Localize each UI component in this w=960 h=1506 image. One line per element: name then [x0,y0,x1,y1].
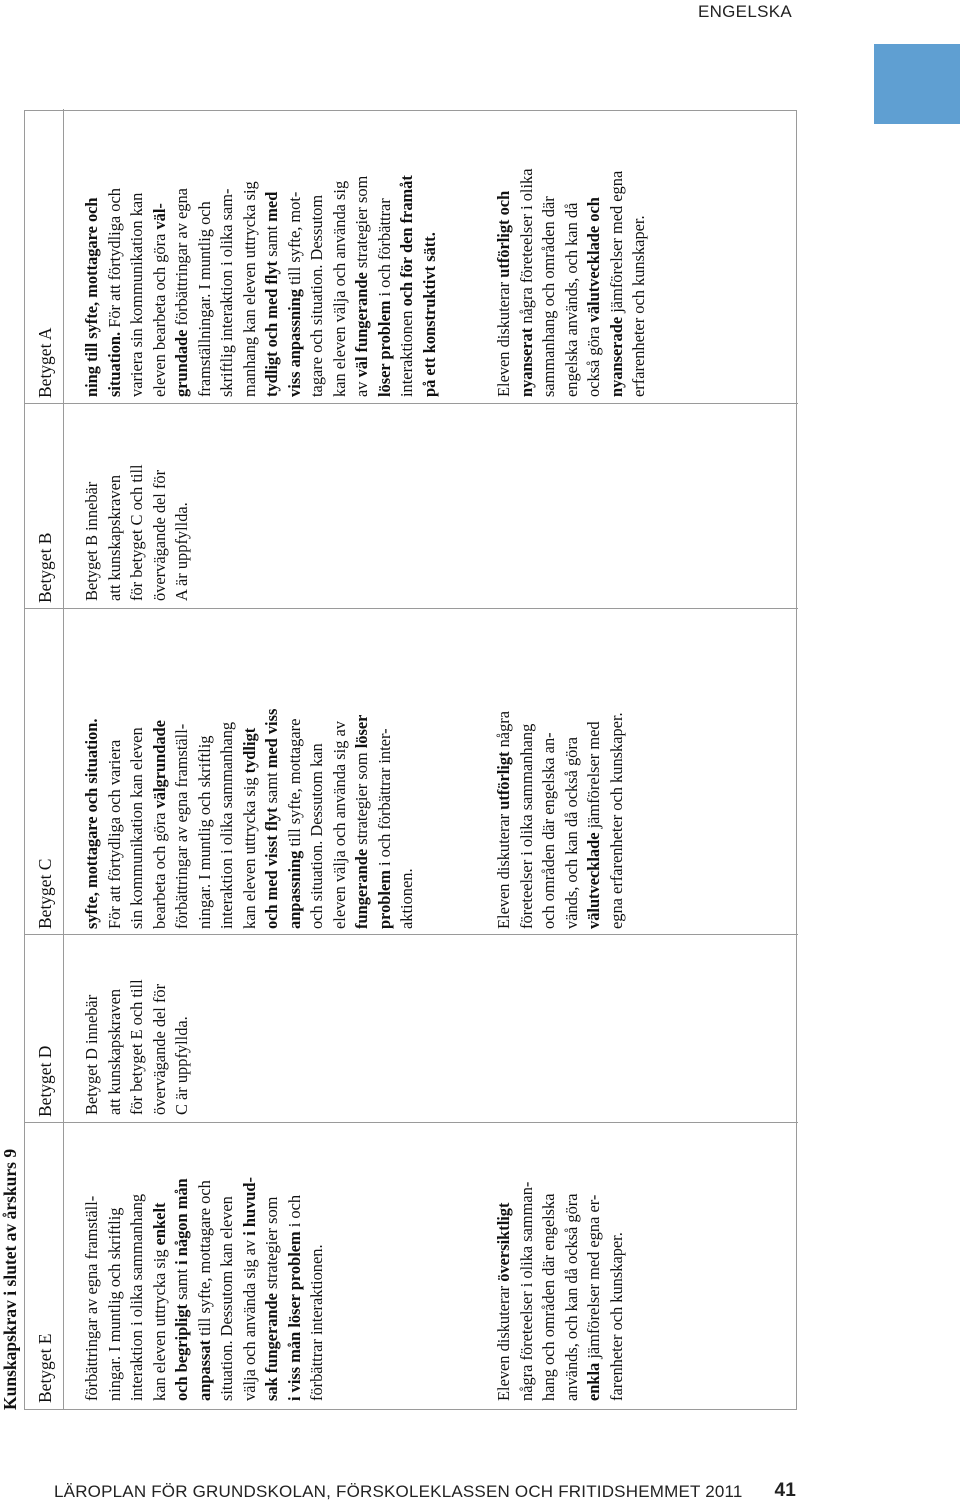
cell-e-interaction [81,1126,329,1401]
emphasis-text: med viss anpassning [262,708,304,929]
emphasis-text: enkla [584,1362,603,1401]
emphasis-text: tydligt och med visst flyt [239,727,281,929]
body-text: i och förbättrar interaktionen. [284,1194,326,1401]
column-header-c: Betyget C [35,858,55,929]
running-header-subject: ENGELSKA [697,2,792,21]
emphasis-text: utförligt [494,751,513,810]
cell-c-interaction [81,611,419,929]
body-text: samt [172,1264,191,1305]
column-header-b: Betyget B [35,532,55,603]
cell-a-interaction [81,109,441,397]
emphasis-text: översiktligt [494,1202,513,1282]
body-text: För att förtydliga och variera sin kommunikation kan eleven bearbeta och göra [104,727,169,929]
emphasis-text: ning till syfte, mottagare och situation. [82,197,124,397]
body-text: förbättringar av egna framställ- ningar. I muntlig och skriftlig interaktion i olika sammanhang kan eleven uttrycka sig [82,1193,169,1401]
emphasis-text: enkelt och begripligt [149,1202,191,1401]
body-text: några företeelser i olika samman- hang och områden där engelska används, och kan då också göra [516,1181,581,1401]
body-text: strategier som [352,175,371,273]
cell-e-discussion [493,1126,628,1401]
column-divider [25,608,798,609]
emphasis-text: väl fungerande [352,272,371,378]
header-divider [63,109,64,1409]
body-text: strategier som [262,1196,281,1294]
emphasis-text: löser problem [352,714,394,929]
body-text: jämförelser med egna er- farenheter och kunskaper. [584,1194,626,1401]
cell-a-discussion [493,109,651,397]
column-header-d: Betyget D [35,1045,55,1117]
body-text: samt [262,221,281,261]
page-number: 41 [774,1480,796,1501]
column-header-e: Betyget E [35,1333,55,1403]
body-text: Eleven diskuterar [494,1281,513,1401]
table-caption: Kunskapskrav i slutet av årskurs 9 [0,1148,20,1410]
body-text: till syfte, mot- tagare och situation. Dessutom kan eleven välja och använda sig av [284,180,371,397]
body-text: i och förbättrar interaktionen [374,198,416,397]
emphasis-text: i viss mån löser problem [284,1231,304,1401]
emphasis-text: och för den framåt på ett konstruktivt sätt. [397,175,439,397]
footer-title: LÄROPLAN FÖR GRUNDSKOLAN, FÖRSKOLEKLASSEN OCH FRITIDSHEMMET 2011 [54,1482,743,1501]
emphasis-text: välgrundade [149,720,169,809]
emphasis-text: med viss anpassning [262,191,304,397]
body-text: Eleven diskuterar [494,809,513,929]
cell-c-discussion [493,611,628,929]
emphasis-text: i huvud- sak fungerande [239,1177,281,1401]
body-text: jämförelser med egna erfarenheter och kunskaper. [606,170,648,397]
section-tab-marker [874,44,960,124]
body-text: För att förtydliga och variera sin kommunikation kan eleven bearbeta och göra [104,188,169,397]
emphasis-text: syfte, mottagare och situation. [82,718,101,929]
column-divider [25,1122,798,1123]
body-text: till syfte, mottagare och situation. Dessutom kan eleven välja och använda sig av [194,1180,259,1401]
emphasis-text: fungerande [352,848,371,929]
emphasis-text: tydligt och med flyt [262,260,281,397]
body-text: förbättringar av egna framställ- ningar. I muntlig och skriftlig interaktion i olika sammanhang kan eleven uttrycka sig [172,721,259,929]
body-text: i och förbättrar inter- aktionen. [374,728,416,929]
emphasis-text: välutvecklade och nyanserade [584,197,626,397]
body-text: några företeelser i olika sammanhang och områden där engelska an- vänds, och kan då också göra [494,710,581,929]
body-text: några företeelser i olika sammanhang och områden där engelska används, och kan då också göra [516,168,603,397]
body-text: strategier som [352,748,371,849]
column-divider [25,403,798,404]
cell-b-summary: Betyget B innebär att kunskapskraven för betyget C och till övervägande del för A är uppfyllda. [82,464,191,601]
column-header-a: Betyget A [35,327,55,398]
body-text: samt [262,768,281,808]
cell-d-summary: Betyget D innebär att kunskapskraven för betyget E och till övervägande del för C är uppfyllda. [82,979,191,1115]
grading-criteria-table [24,110,797,1410]
body-text: jämförelser med egna erfarenheter och kunskaper. [584,712,626,929]
emphasis-text: utförligt och nyanserat [494,190,536,397]
body-text: till syfte, mottagare och situation. Dessutom kan eleven välja och använda sig av [284,718,349,929]
page-footer [54,1482,796,1502]
body-text: Eleven diskuterar [494,277,513,397]
emphasis-text: välutvecklade [584,832,603,929]
emphasis-text: löser problem [374,300,394,397]
emphasis-text: i någon mån anpassat [172,1178,214,1401]
body-text: förbättringar av egna framställningar. I muntlig och skriftlig interaktion i olika sam- manhang kan eleven uttrycka sig [172,181,259,397]
emphasis-text: väl- grundade [149,203,191,397]
